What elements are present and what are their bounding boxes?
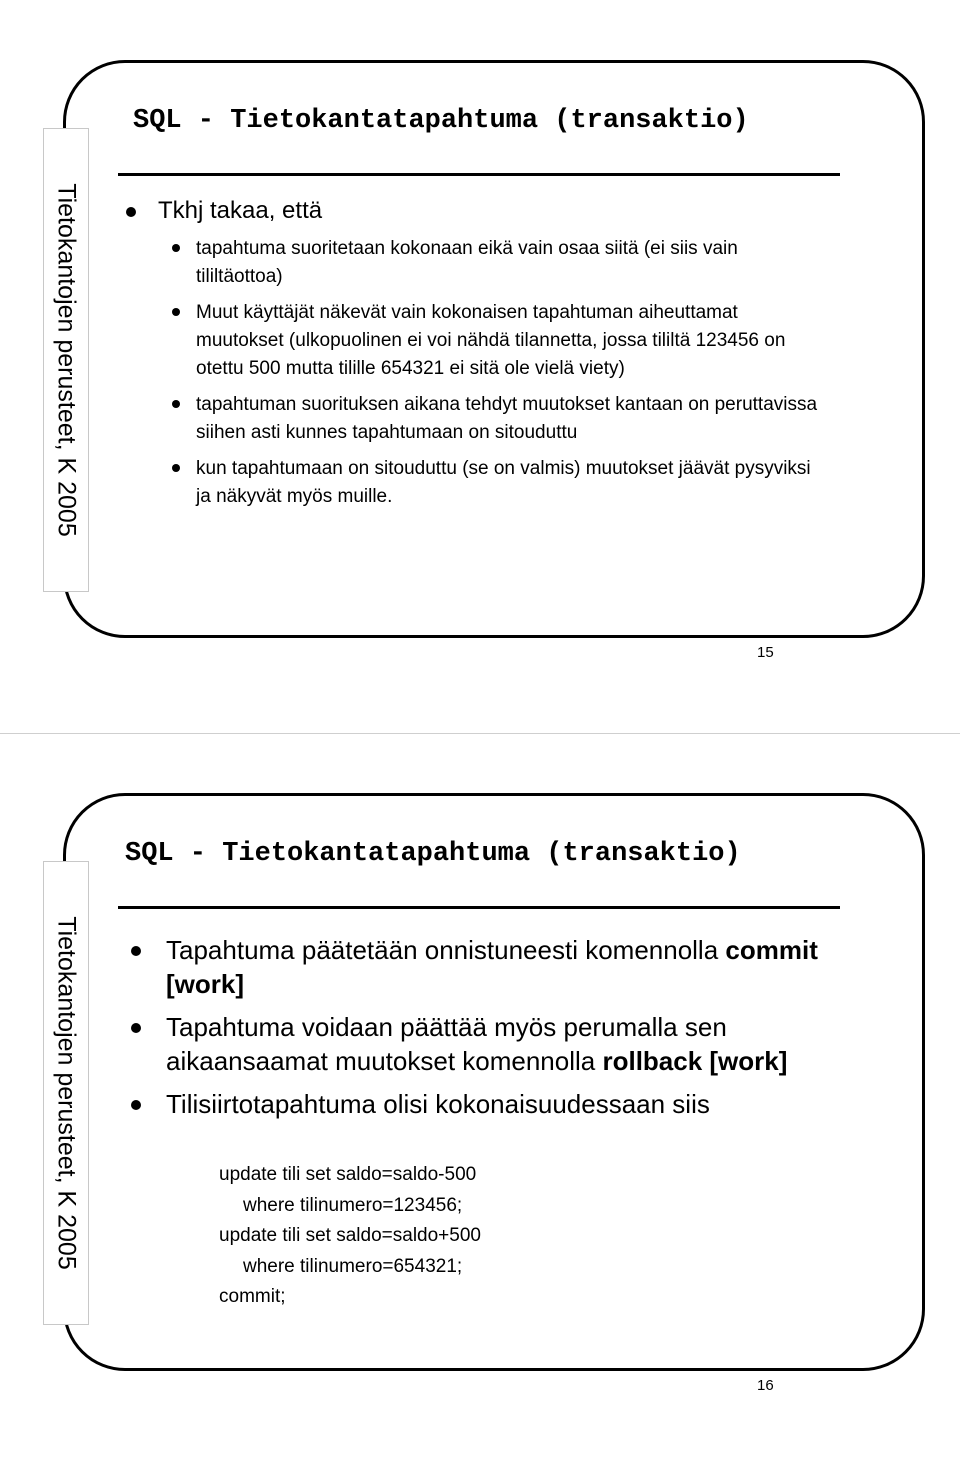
bullet-dot-icon [172, 400, 180, 408]
code-line: commit; [219, 1286, 286, 1307]
bullet-text: Tapahtuma päätetään onnistuneesti komennolla [166, 935, 726, 965]
slide-16-title: SQL - Tietokantatapahtuma (transaktio) [125, 839, 741, 869]
code-line: where tilinumero=654321; [243, 1255, 463, 1277]
side-label-text: Tietokantojen perusteet, K 2005 [52, 183, 81, 537]
sub-bullet [172, 455, 826, 511]
bullet-dot-icon [126, 207, 136, 217]
sub-bullet [172, 299, 826, 383]
bullet-transfer [128, 1087, 828, 1121]
bullet-dot-icon [131, 1100, 141, 1110]
bullet-dot-icon [172, 464, 180, 472]
bullet-dot-icon [131, 1023, 141, 1033]
sub-bullet-text: tapahtuman suorituksen aikana tehdyt muutokset kantaan on peruttavissa siihen asti kunnes tapahtumaan on sitouduttu [196, 394, 818, 443]
bullet-text: Tapahtuma voidaan päättää myös perumalla sen aikaansaamat muutokset komennolla [166, 1012, 727, 1076]
slide-15-bullet-list [126, 195, 826, 511]
slide-15-side-label [43, 128, 89, 592]
sub-bullet [172, 235, 826, 291]
code-line: update tili set saldo=saldo+500 [219, 1225, 481, 1246]
sub-bullet-text: kun tapahtumaan on sitouduttu (se on valmis) muutokset jäävät pysyviksi ja näkyvät myös muille. [196, 458, 811, 507]
slide-16-side-label [43, 861, 89, 1325]
main-bullet [126, 195, 826, 227]
code-line: where tilinumero=123456; [243, 1194, 463, 1216]
slide-15-title: SQL - Tietokantatapahtuma (transaktio) [133, 106, 749, 136]
sql-code-block [219, 1160, 481, 1313]
slide-15-title-rule [118, 173, 840, 176]
slide-16-title-rule [118, 906, 840, 909]
bullet-keyword: rollback [work] [602, 1046, 788, 1076]
sub-bullet-text: Muut käyttäjät näkevät vain kokonaisen tapahtuman aiheuttamat muutokset (ulkopuolinen ei voi nähdä tilannetta, jossa tililtä 123456 on otettu 500 mutta tilille 654321 ei sitä ole vielä viety) [196, 302, 786, 379]
bullet-dot-icon [172, 244, 180, 252]
sub-bullet [172, 391, 826, 447]
bullet-dot-icon [131, 946, 141, 956]
code-line: update tili set saldo=saldo-500 [219, 1164, 477, 1185]
page-separator [0, 733, 960, 734]
bullet-rollback [128, 1010, 828, 1078]
sub-bullet-text: tapahtuma suoritetaan kokonaan eikä vain osaa siitä (ei siis vain tililtäottoa) [196, 238, 738, 287]
slide-16-bullet-list [128, 933, 828, 1130]
bullet-keyword: commit [work] [166, 935, 818, 999]
page-number-15: 15 [757, 644, 774, 661]
bullet-commit [128, 933, 828, 1001]
side-label-text: Tietokantojen perusteet, K 2005 [52, 916, 81, 1270]
main-bullet-text: Tkhj takaa, että [158, 197, 323, 224]
page-number-16: 16 [757, 1377, 774, 1394]
bullet-text: Tilisiirtotapahtuma olisi kokonaisuudessaan siis [166, 1089, 710, 1119]
bullet-dot-icon [172, 308, 180, 316]
